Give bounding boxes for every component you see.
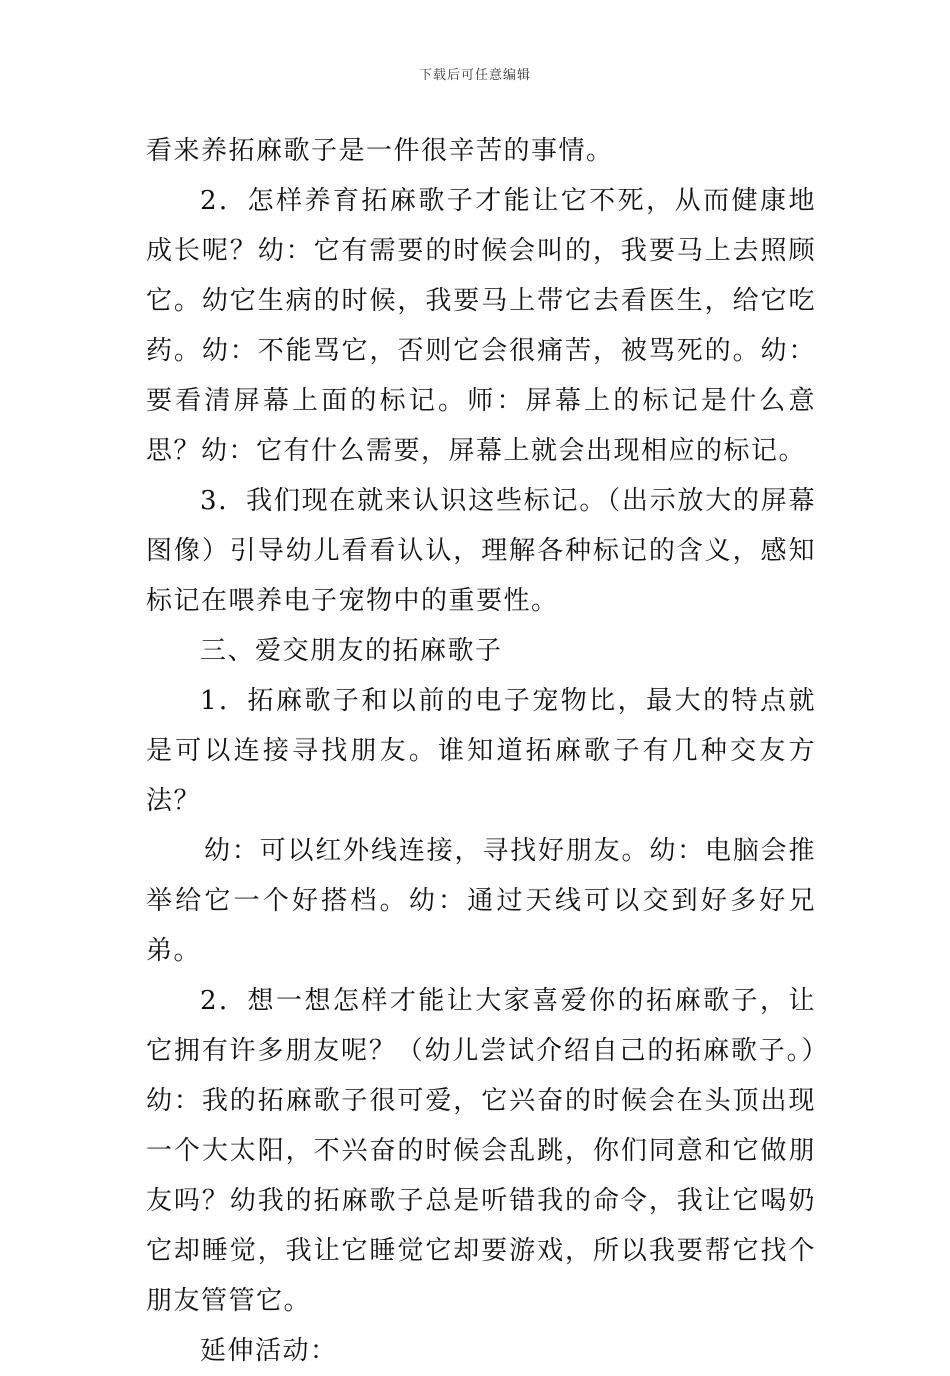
paragraph-continuation: 看来养拓麻歌子是一件很辛苦的事情。 xyxy=(146,136,614,166)
paragraph-children-answers: 幼：可以红外线连接，寻找好朋友。幼：电脑会推举给它一个好搭档。幼：通过天线可以交到好多好兄弟。 xyxy=(146,836,816,966)
paragraph-item-3-symbols: 3．我们现在就来认识这些标记。（出示放大的屏幕图像）引导幼儿看看认认，理解各种标记的含义，感知标记在喂养电子宠物中的重要性。 xyxy=(146,486,816,616)
paragraph-item-1-connect: 1．拓麻歌子和以前的电子宠物比，最大的特点就是可以连接寻找朋友。谁知道拓麻歌子有几种交友方法？ xyxy=(146,686,816,816)
section-heading-friends: 三、爱交朋友的拓麻歌子 xyxy=(200,636,503,666)
document-body xyxy=(146,126,816,1376)
section-heading-extension: 延伸活动： xyxy=(200,1336,338,1366)
paragraph-item-2-introduce: 2．想一想怎样才能让大家喜爱你的拓麻歌子，让它拥有许多朋友呢？（幼儿尝试介绍自己的拓麻歌子。）幼：我的拓麻歌子很可爱，它兴奋的时候会在头顶出现一个大太阳，不兴奋的时候会乱跳，你们同意和它做朋友吗？幼我的拓麻歌子总是听错我的命令，我让它喝奶它却睡觉，我让它睡觉它却要游戏，所以我要帮它找个朋友管管它。 xyxy=(146,986,816,1316)
page-header: 下载后可任意编辑 xyxy=(418,68,531,83)
paragraph-item-2-care: 2．怎样养育拓麻歌子才能让它不死，从而健康地成长呢？幼：它有需要的时候会叫的，我要马上去照顾它。幼它生病的时候，我要马上带它去看医生，给它吃药。幼：不能骂它，否则它会很痛苦，被骂死的。幼：要看清屏幕上面的标记。师：屏幕上的标记是什么意思？幼：它有什么需要，屏幕上就会出现相应的标记。 xyxy=(146,186,816,466)
